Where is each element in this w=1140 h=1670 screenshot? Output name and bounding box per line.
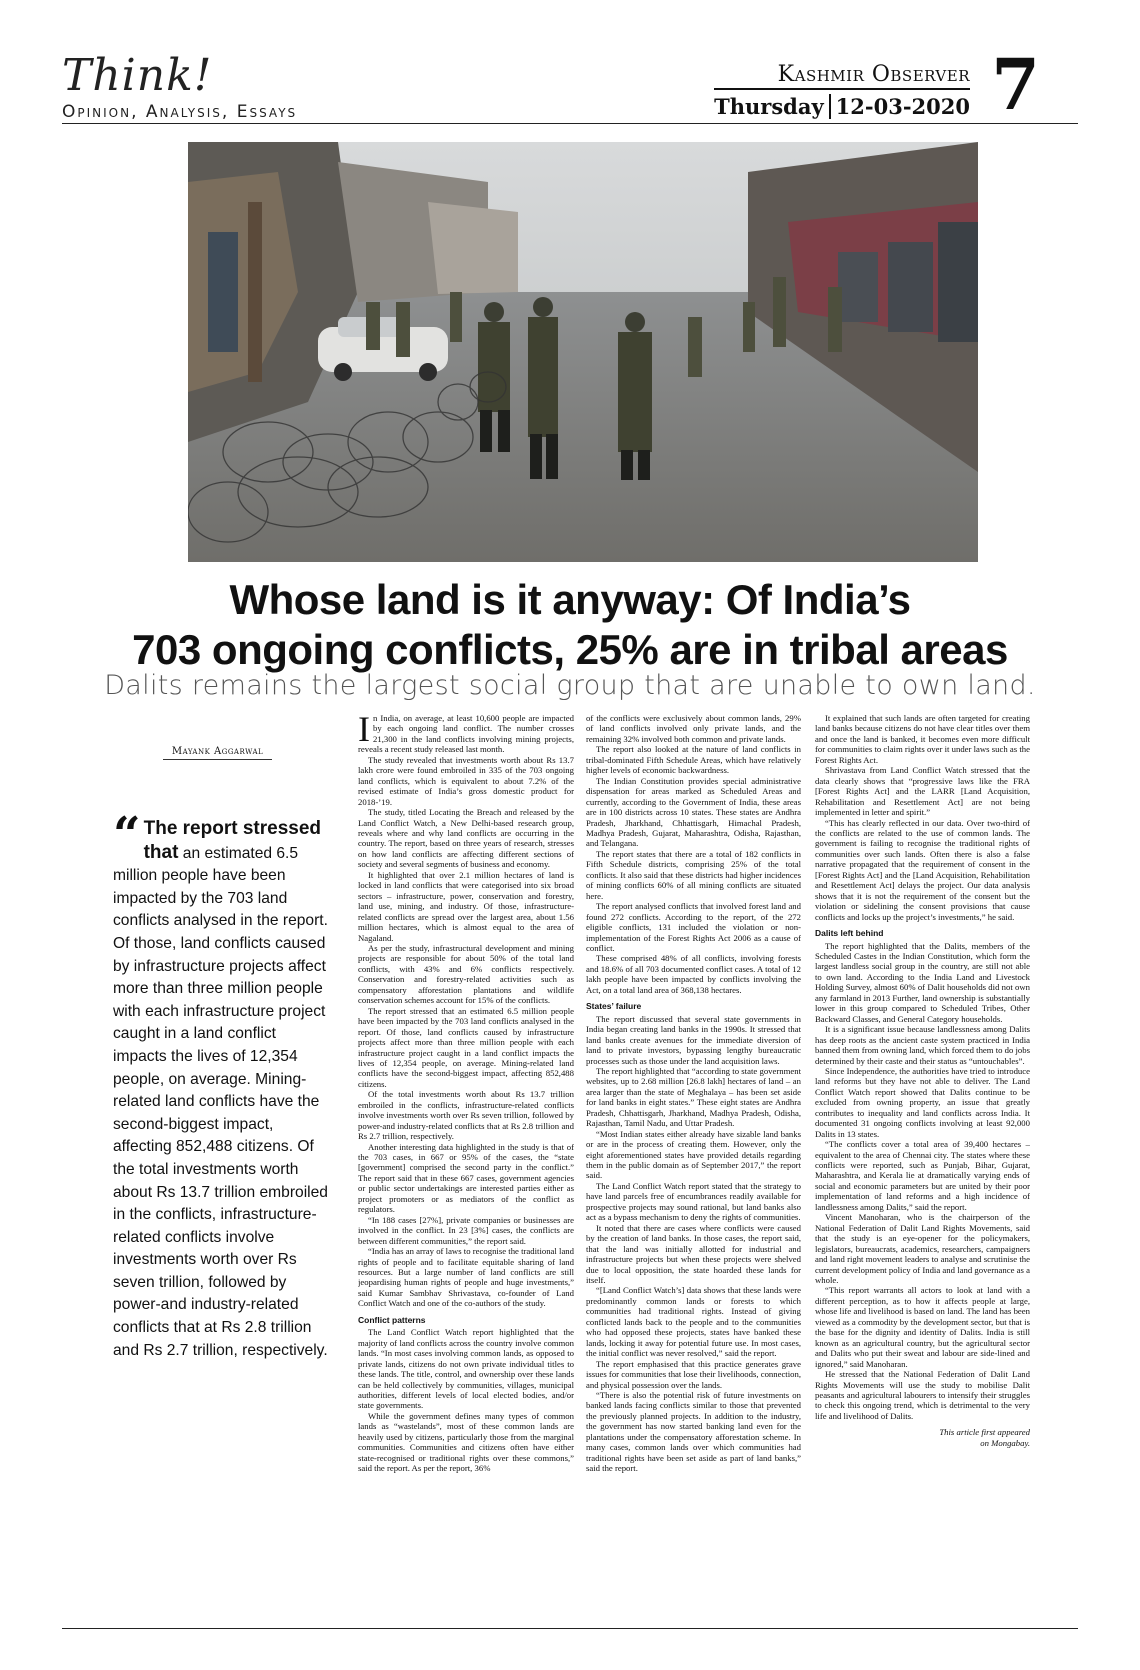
article-paragraph: The report discussed that several state governments in India began creating land banks in the 1990s. It stressed that land banks create avenues for the immediate diversion of land to private investors, bypassing lengthy bureaucratic processes such as those under the land acquisition laws.: [586, 1013, 801, 1066]
street-scene-image: [188, 142, 978, 562]
lead-photo: [188, 142, 978, 562]
section-masthead: [62, 50, 298, 122]
article-paragraph: “This report warrants all actors to look at land with a different perception, as to how it affects people at large, whose life and livelihood is based on land. The land has been viewed as a commodity by the development sector, but that is the base for the dignity and identity of Dalits. India is still known as an agricultural country, but the agricultural sector and Dalits who put their sweat and labour are side-lined and ignored,” said Manoharan.: [815, 1285, 1030, 1369]
pull-quote-text: an estimated 6.5 million people have been impacted by the 703 land conflicts analysed in the report. Of those, land conflicts caused by infrastructure projects affect more than three million people with each infrastructure project caught in a land conflict impacts the lives of 12,354 people, on average. Mining-related land conflicts have the second-biggest impact, affecting 852,488 citizens. Of the total investments worth about Rs 13.7 trillion embroiled in the conflicts, infrastructure-related conflicts involve investments worth over Rs seven trillion, followed by power-and industry-related conflicts that at Rs 2.8 trillion and Rs 2.7 trillion, respectively.: [113, 844, 328, 1359]
page-number: 7: [991, 43, 1040, 126]
article-paragraph: The Indian Constitution provides special administrative dispensation for areas marked as Scheduled Areas and currently, according to the Government of India, these areas are in 100 districts across 10 states. These states are Andhra Pradesh, Jharkhand, Chhattisgarh, Himachal Pradesh, Madhya Pradesh, Gujarat, Maharashtra, Odisha, Rajasthan, and Telangana.: [586, 775, 801, 849]
pull-quote-lead: The report stressed that: [143, 818, 322, 863]
deck: Dalits remains the largest social group that are unable to own land.: [104, 670, 1036, 701]
paper-name: Kashmir Observer: [714, 62, 970, 90]
article-paragraph: “India has an array of laws to recognise the traditional land rights of people and to facilitate equitable sharing of land resources. But a large number of land conflicts are still jeopardising human rights of people and huge investments,” said Kumar Sambhav Shrivastava, co-founder of Land Conflict Watch and one of the co-authors of the study.: [358, 1246, 574, 1309]
article-paragraph: The Land Conflict Watch report highlighted that the majority of land conflicts across the country involve common lands. “In most cases involving common lands, as opposed to private lands, citizens do not own private individual titles to these lands. The title, control, and ownership over these lands can be held collectively by communities, villages, municipal authorities, different levels of local elected bodies, and/or state governments.: [358, 1327, 574, 1411]
article-column-3: [815, 713, 1030, 1588]
issue-day: Thursday: [714, 94, 824, 119]
article-paragraph: Of the total investments worth about Rs 13.7 trillion embroiled in the conflicts, infrastructure-related conflicts involve investments worth over Rs seven trillion, followed by power-and industry-related conflicts that at Rs 2.8 trillion and Rs 2.7 trillion, respectively.: [358, 1089, 574, 1142]
article-paragraph: of the conflicts were exclusively about common lands, 29% of land conflicts involved only private lands, and the remaining 32% involved both common and private lands.: [586, 713, 801, 744]
article-paragraph: It explained that such lands are often targeted for creating land banks because citizens do not have clear titles over them and once the land is banked, it becomes even more difficult for communities to claim rights over it under laws such as the Forest Rights Act.: [815, 713, 1030, 765]
article-paragraph: “This has clearly reflected in our data. Over two-third of the conflicts are related to the use of common lands. The government is failing to recognise the traditional rights of communities over such lands. Often there is also a false narrative propagated that the requirement of consent in the [Forest Rights Act] and the [Land Acquisition, Rehabilitation and Resettlement Act] delays the project. Our data analysis shows that it is not the requirement of the consent but the violation or sidelining the consent provisions that cause conflicts and locks up the project’s investments,” he said.: [815, 817, 1030, 922]
article-column-2: [586, 713, 801, 1588]
paper-masthead: [714, 62, 970, 119]
article-paragraph: The report highlighted that the Dalits, members of the Scheduled Castes in the Indian Constitution, which form the largest landless social group in the country, are still not able to own land. According to the India Land and Livestock Holding Survey, almost 60% of Dalit households did not own any farmland in 2013 Further, land ownership is substantially lower in this group compared to Scheduled Tribes, Other Backward Classes, and General Category households.: [815, 940, 1030, 1024]
article-paragraph: The report analysed conflicts that involved forest land and found 272 conflicts. According to the report, of the 272 eligible conflicts, 131 included the violation or non-implementation of the Forest Rights Act 2006 as a cause of conflict.: [586, 901, 801, 953]
article-paragraph: It is a significant issue because landlessness among Dalits has deep roots as the ancient caste system practiced in India banned them from owning land, which forced them to do jobs determined by their caste and their status as “untouchables”.: [815, 1024, 1030, 1066]
issue-date-value: 12-03-2020: [835, 94, 970, 119]
article-paragraph: Since Independence, the authorities have tried to introduce land reforms but they have not able to deliver. The Land Conflict Watch report showed that Dalits continue to be excluded from owning property, an issue that greatly contributes to inequality and land conflicts across India. It documented 31 ongoing conflicts involving at least 92,000 Dalits in 13 states.: [815, 1065, 1030, 1139]
article-paragraph: The report stressed that an estimated 6.5 million people have been impacted by the 703 land conflicts analysed in the report. Of those, land conflicts caused by infrastructure projects affect more than three million people with each infrastructure project caught in a land conflict impacts the lives of 12,354 people, on average. Mining-related land conflicts have the second-biggest impact, affecting 852,488 citizens.: [358, 1005, 574, 1089]
article-paragraph: In India, on average, at least 10,600 people are impacted by each ongoing land conflict. The number crosses 21,300 in the land conflicts involving mining projects, reveals a recent study released last month.: [358, 713, 574, 755]
subheading: States’ failure: [586, 1001, 642, 1012]
drop-cap: I: [358, 713, 370, 749]
subheading: Dalits left behind: [815, 928, 884, 939]
article-column-1: [358, 713, 574, 1588]
article-paragraph: Shrivastava from Land Conflict Watch stressed that the data clearly shows that “progressive laws like the FRA [Forest Rights Act] and the LARR [Land Acquisition, Rehabilitation and Resettlement Act] are not being implemented in letter and spirit.”: [815, 765, 1030, 818]
article-paragraph: The study, titled Locating the Breach and released by the Land Conflict Watch, a New Delhi-based research group, reveals where and why land conflicts are occurring in the country. The report, based on three years of research, stresses on how land conflicts are affecting different sections of society and several segments of business and economy.: [358, 807, 574, 870]
section-title: Think!: [62, 50, 213, 101]
article-paragraph: The report highlighted that “according to state government websites, up to 2.68 million [26.8 lakh] hectares of land – an area larger than the state of Meghalaya – has been set aside for land banks in eight states.” These eight states are Andhra Pradesh, Chhattisgarh, Jharkhand, Madhya Pradesh, Odisha, Rajasthan, Tamil Nadu, and Uttar Pradesh.: [586, 1065, 801, 1129]
article-paragraph: “The conflicts cover a total area of 39,400 hectares – equivalent to the area of Chennai city. The states where these conflicts were reported, such as Punjab, Bihar, Gujarat, Maharashtra, and Kerala lie at dramatically varying ends of social and economic parameters but are united by their poor implementation of land reforms and a high incidence of landlessness among Dalits,” said the report.: [815, 1139, 1030, 1212]
article-paragraph: The report emphasised that this practice generates grave issues for communities that lose their livelihoods, connection, and physical possession over the lands.: [586, 1358, 801, 1390]
article-paragraph: It noted that there are cases where conflicts were caused by the creation of land banks. In those cases, the report said, that the land was initially allotted for industrial and infrastructure projects but when these projects were shelved due to local opposition, the state hoarded these lands for itself.: [586, 1222, 801, 1286]
issue-date: [714, 94, 970, 119]
article-paragraph: The report states that there are a total of 182 conflicts in Fifth Schedule districts, comprising 25% of the total conflicts. It also said that these districts had higher incidences of mining conflicts 60% of all mining conflicts are situated here.: [586, 848, 801, 901]
article-paragraph: The Land Conflict Watch report stated that the strategy to have land parcels free of encumbrances readily available for prospective projects may sound rational, but land banks also act as a bypass mechanism to deny the rights of communities.: [586, 1180, 801, 1223]
article-paragraph: “In 188 cases [27%], private companies or businesses are involved in the conflict. In 23 [3%] cases, the conflicts are between different communities,” the report said.: [358, 1214, 574, 1246]
headline-line-1: Whose land is it anyway: Of India’s: [229, 576, 911, 623]
article-paragraph: “Most Indian states either already have sizable land banks or are in the process of creating them. However, only the eight aforementioned states have provided details regarding them in the public domain as of September 2017,” the report said.: [586, 1128, 801, 1181]
subheading: Conflict patterns: [358, 1314, 426, 1325]
bottom-rule: [62, 1628, 1078, 1629]
section-subtitle: Opinion, Analysis, Essays: [62, 102, 298, 122]
article-paragraph: The report also looked at the nature of land conflicts in tribal-dominated Fifth Schedule Areas, which have relatively higher levels of economic backwardness.: [586, 744, 801, 776]
article-paragraph: Vincent Manoharan, who is the chairperson of the National Federation of Dalit Land Rights Movements, said that the study is an eye-opener for the policymakers, legislators, bureaucrats, academics, researchers, campaigners and land right movement leaders to analyse and scrutinise the current development policy of India and land governance as a whole.: [815, 1212, 1030, 1286]
headline: [60, 575, 1080, 675]
article-paragraph: The study revealed that investments worth about Rs 13.7 lakh crore were found embroiled in 335 of the 703 ongoing land conflicts, which is equivalent to about 7.2% of the revised estimate of India’s gross domestic product for 2018-’19.: [358, 754, 574, 807]
top-rule: [62, 123, 1078, 124]
article-paragraph: “[Land Conflict Watch’s] data shows that these lands were predominantly common lands or forests to which communities had traditional rights. Instead of giving conflicted lands back to the people and to the communities who had opposed these projects, states have banked these lands, locking it away for potential future use. In most cases, the initial conflict was never resolved,” said the report.: [586, 1285, 801, 1359]
article-paragraph: Another interesting data highlighted in the study is that of the 703 cases, in 667 or 95% of the cases, the “state [government] comprised the second party in the conflict.” The report said that in these 667 cases, government agencies or public sector undertakings are interested parties either as project promoters or as mediators of the conflict as regulators.: [358, 1141, 574, 1215]
article-paragraph: It highlighted that over 2.1 million hectares of land is locked in land conflicts that were categorised into six broad sectors – infrastructure, power, conservation and forestry, land use, mining, and industry. Of those, infrastructure-related conflicts are spread over the largest area, about 1.56 million hectares, which is almost equal to the area of Nagaland.: [358, 869, 574, 943]
quote-mark-icon: “: [113, 807, 141, 863]
article-paragraph: “There is also the potential risk of future investments on banked lands facing conflicts similar to those that prevented the previously planned projects. In addition to the industry, the government has now started banking land even for the plantations under the compensatory afforestation scheme. In many cases, common lands over which communities had traditional rights have been set aside as part of land banks,” said the report.: [586, 1390, 801, 1474]
source-credit: This article first appeared on Mongabay.: [939, 1427, 1030, 1448]
article-paragraph: These comprised 48% of all conflicts, involving forests and 18.6% of all 703 documented conflict cases. A total of 12 lakh people have been impacted by conflicts involving the Act, on a total land area of 368,138 hectares.: [586, 953, 801, 995]
byline: Mayank Aggarwal: [163, 746, 272, 760]
article-paragraph: As per the study, infrastructural development and mining projects are responsible for about 50% of the total land conflicts, with 43% and 6% conflicts respectively. Conservation and forestry-related activities such as compensatory afforestation plantations and wildlife conservation schemes account for 15% of the conflicts.: [358, 942, 574, 1006]
pull-quote: [113, 807, 328, 1362]
article-paragraph: While the government defines many types of common lands as “wastelands”, most of these common lands are heavily used by citizens, particularly those from the marginal communities. Communities and citizens often have either state-recognised or traditional rights over these commons,” said the report. As per the report, 36%: [358, 1410, 574, 1474]
headline-line-2: 703 ongoing conflicts, 25% are in tribal areas: [132, 626, 1008, 673]
article-paragraph: He stressed that the National Federation of Dalit Land Rights Movements will use the study to mobilise Dalit peasants and agricultural labourers to intensify their struggles to check this ongoing trend, which is detrimental to the very life and livelihood of Dalits.: [815, 1369, 1030, 1421]
